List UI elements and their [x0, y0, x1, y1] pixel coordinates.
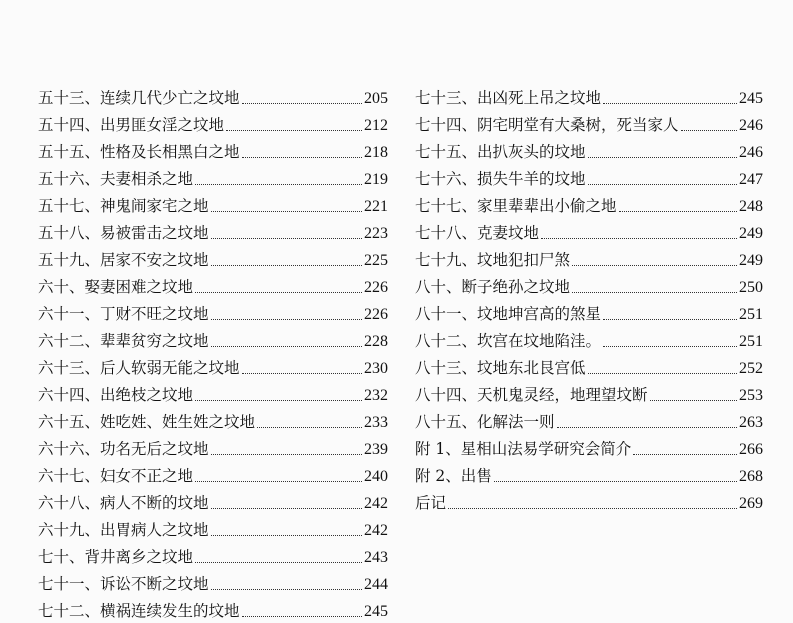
- toc-entry-page-number: 248: [739, 198, 763, 215]
- toc-entry: [415, 135, 763, 162]
- toc-entry: [415, 189, 763, 216]
- toc-entry: [38, 324, 388, 351]
- dot-leader: [195, 562, 362, 563]
- toc-entry-title: 七十六、损失牛羊的坟地: [415, 170, 586, 188]
- dot-leader: [448, 508, 737, 509]
- toc-column-left: [38, 81, 388, 621]
- dot-leader: [211, 508, 362, 509]
- toc-entry-page-number: 251: [739, 306, 763, 323]
- toc-entry: [38, 378, 388, 405]
- toc-entry-title: 附 2、出售: [415, 467, 492, 485]
- toc-entry-title: 六十八、病人不断的坟地: [38, 494, 209, 512]
- toc-entry: [415, 324, 763, 351]
- dot-leader: [603, 319, 737, 320]
- toc-entry-title: 六十七、妇女不正之地: [38, 467, 194, 485]
- toc-entry-title: 五十五、性格及长相黑白之地: [38, 143, 240, 161]
- toc-entry-page-number: 253: [739, 387, 763, 404]
- toc-entry-page-number: 245: [364, 603, 388, 620]
- dot-leader: [211, 346, 362, 347]
- toc-entry-title: 八十四、天机鬼灵经，地理望坟断: [415, 386, 648, 404]
- toc-entry-title: 八十一、坟地坤宫高的煞星: [415, 305, 602, 323]
- toc-entry-title: 八十、断子绝孙之坟地: [415, 278, 571, 296]
- dot-leader: [494, 481, 737, 482]
- toc-entry-page-number: 263: [739, 414, 763, 431]
- toc-entry-page-number: 246: [739, 144, 763, 161]
- toc-entry: [38, 189, 388, 216]
- toc-entry: [38, 351, 388, 378]
- toc-entry: [38, 405, 388, 432]
- toc-entry: [38, 243, 388, 270]
- toc-entry-title: 六十二、辈辈贫穷之坟地: [38, 332, 209, 350]
- toc-entry-page-number: 233: [364, 414, 388, 431]
- toc-entry-title: 七十八、克妻坟地: [415, 224, 540, 242]
- toc-entry: [38, 567, 388, 594]
- toc-entry-page-number: 228: [364, 333, 388, 350]
- toc-entry-page-number: 239: [364, 441, 388, 458]
- dot-leader: [195, 184, 362, 185]
- toc-entry-page-number: 232: [364, 387, 388, 404]
- toc-entry: [38, 459, 388, 486]
- dot-leader: [588, 184, 737, 185]
- toc-entry-title: 八十二、坎宫在坟地陷洼。: [415, 332, 602, 350]
- toc-entry: [38, 297, 388, 324]
- toc-entry-title: 六十一、丁财不旺之坟地: [38, 305, 209, 323]
- toc-entry: [38, 108, 388, 135]
- toc-entry-title: 六十三、后人软弱无能之坟地: [38, 359, 240, 377]
- toc-entry-page-number: 242: [364, 522, 388, 539]
- dot-leader: [572, 292, 737, 293]
- toc-entry-page-number: 252: [739, 360, 763, 377]
- dot-leader: [211, 319, 362, 320]
- toc-entry: [415, 243, 763, 270]
- dot-leader: [588, 157, 737, 158]
- toc-entry-title: 六十六、功名无后之坟地: [38, 440, 209, 458]
- toc-entry: [38, 270, 388, 297]
- toc-entry-title: 七十四、阴宅明堂有大桑树，死当家人: [415, 116, 679, 134]
- toc-entry-page-number: 249: [739, 252, 763, 269]
- toc-entry-title: 七十五、出扒灰头的坟地: [415, 143, 586, 161]
- toc-entry: [38, 486, 388, 513]
- toc-entry-page-number: 205: [364, 90, 388, 107]
- toc-entry-title: 七十、背井离乡之坟地: [38, 548, 194, 566]
- dot-leader: [242, 103, 362, 104]
- toc-entry-page-number: 219: [364, 171, 388, 188]
- dot-leader: [541, 238, 737, 239]
- toc-entry: [38, 513, 388, 540]
- toc-column-right: [415, 81, 763, 513]
- dot-leader: [211, 265, 362, 266]
- dot-leader: [211, 535, 362, 536]
- toc-entry: [415, 81, 763, 108]
- toc-entry-page-number: 218: [364, 144, 388, 161]
- toc-entry: [38, 432, 388, 459]
- toc-entry-page-number: 221: [364, 198, 388, 215]
- toc-entry-title: 七十一、诉讼不断之坟地: [38, 575, 209, 593]
- dot-leader: [633, 454, 737, 455]
- toc-entry: [415, 108, 763, 135]
- toc-entry: [415, 378, 763, 405]
- toc-entry: [415, 351, 763, 378]
- toc-entry: [38, 216, 388, 243]
- toc-entry-title: 七十七、家里辈辈出小偷之地: [415, 197, 617, 215]
- toc-entry-page-number: 240: [364, 468, 388, 485]
- dot-leader: [195, 292, 362, 293]
- dot-leader: [195, 400, 362, 401]
- toc-entry-title: 七十二、横祸连续发生的坟地: [38, 602, 240, 620]
- toc-entry-title: 六十九、出胃病人之坟地: [38, 521, 209, 539]
- toc-entry: [415, 459, 763, 486]
- dot-leader: [619, 211, 737, 212]
- dot-leader: [257, 427, 362, 428]
- toc-entry: [415, 297, 763, 324]
- toc-entry-title: 五十八、易被雷击之坟地: [38, 224, 209, 242]
- toc-entry: [38, 162, 388, 189]
- toc-entry-page-number: 243: [364, 549, 388, 566]
- toc-entry-title: 七十三、出凶死上吊之坟地: [415, 89, 602, 107]
- toc-entry-title: 八十三、坟地东北艮宫低: [415, 359, 586, 377]
- toc-entry: [38, 81, 388, 108]
- toc-entry-title: 附 1、星相山法易学研究会简介: [415, 440, 632, 458]
- dot-leader: [211, 454, 362, 455]
- dot-leader: [242, 373, 362, 374]
- dot-leader: [572, 265, 737, 266]
- toc-entry-page-number: 244: [364, 576, 388, 593]
- dot-leader: [211, 238, 362, 239]
- dot-leader: [603, 103, 737, 104]
- toc-entry-page-number: 249: [739, 225, 763, 242]
- toc-entry: [415, 486, 763, 513]
- toc-entry: [415, 432, 763, 459]
- dot-leader: [195, 481, 362, 482]
- toc-entry-page-number: 230: [364, 360, 388, 377]
- dot-leader: [681, 130, 737, 131]
- dot-leader: [557, 427, 737, 428]
- toc-entry: [38, 594, 388, 621]
- dot-leader: [211, 211, 362, 212]
- dot-leader: [242, 616, 362, 617]
- dot-leader: [603, 346, 737, 347]
- toc-entry: [38, 135, 388, 162]
- dot-leader: [226, 130, 362, 131]
- toc-entry-title: 五十六、夫妻相杀之地: [38, 170, 194, 188]
- toc-entry-page-number: 212: [364, 117, 388, 134]
- toc-entry-title: 六十四、出绝枝之坟地: [38, 386, 194, 404]
- toc-entry: [415, 216, 763, 243]
- toc-entry: [415, 162, 763, 189]
- toc-entry-page-number: 242: [364, 495, 388, 512]
- toc-entry-title: 后记: [415, 494, 447, 512]
- toc-entry-title: 七十九、坟地犯扣尸煞: [415, 251, 571, 269]
- toc-entry: [38, 540, 388, 567]
- toc-entry-page-number: 250: [739, 279, 763, 296]
- toc-entry-title: 五十四、出男匪女淫之坟地: [38, 116, 225, 134]
- dot-leader: [650, 400, 737, 401]
- toc-entry-title: 五十七、神鬼闹家宅之地: [38, 197, 209, 215]
- toc-entry-title: 五十三、连续几代少亡之坟地: [38, 89, 240, 107]
- toc-entry-title: 五十九、居家不安之坟地: [38, 251, 209, 269]
- toc-entry-page-number: 266: [739, 441, 763, 458]
- dot-leader: [588, 373, 737, 374]
- toc-entry-page-number: 225: [364, 252, 388, 269]
- toc-entry-page-number: 268: [739, 468, 763, 485]
- toc-entry-page-number: 226: [364, 306, 388, 323]
- toc-entry: [415, 270, 763, 297]
- toc-entry-page-number: 223: [364, 225, 388, 242]
- dot-leader: [211, 589, 362, 590]
- toc-entry-title: 六十、娶妻困难之坟地: [38, 278, 194, 296]
- toc-entry-page-number: 269: [739, 495, 763, 512]
- toc-entry-title: 八十五、化解法一则: [415, 413, 555, 431]
- toc-entry-page-number: 226: [364, 279, 388, 296]
- toc-entry-title: 六十五、姓吃姓、姓生姓之坟地: [38, 413, 256, 431]
- toc-entry-page-number: 247: [739, 171, 763, 188]
- toc-entry-page-number: 246: [739, 117, 763, 134]
- dot-leader: [242, 157, 362, 158]
- toc-entry-page-number: 251: [739, 333, 763, 350]
- toc-entry: [415, 405, 763, 432]
- toc-entry-page-number: 245: [739, 90, 763, 107]
